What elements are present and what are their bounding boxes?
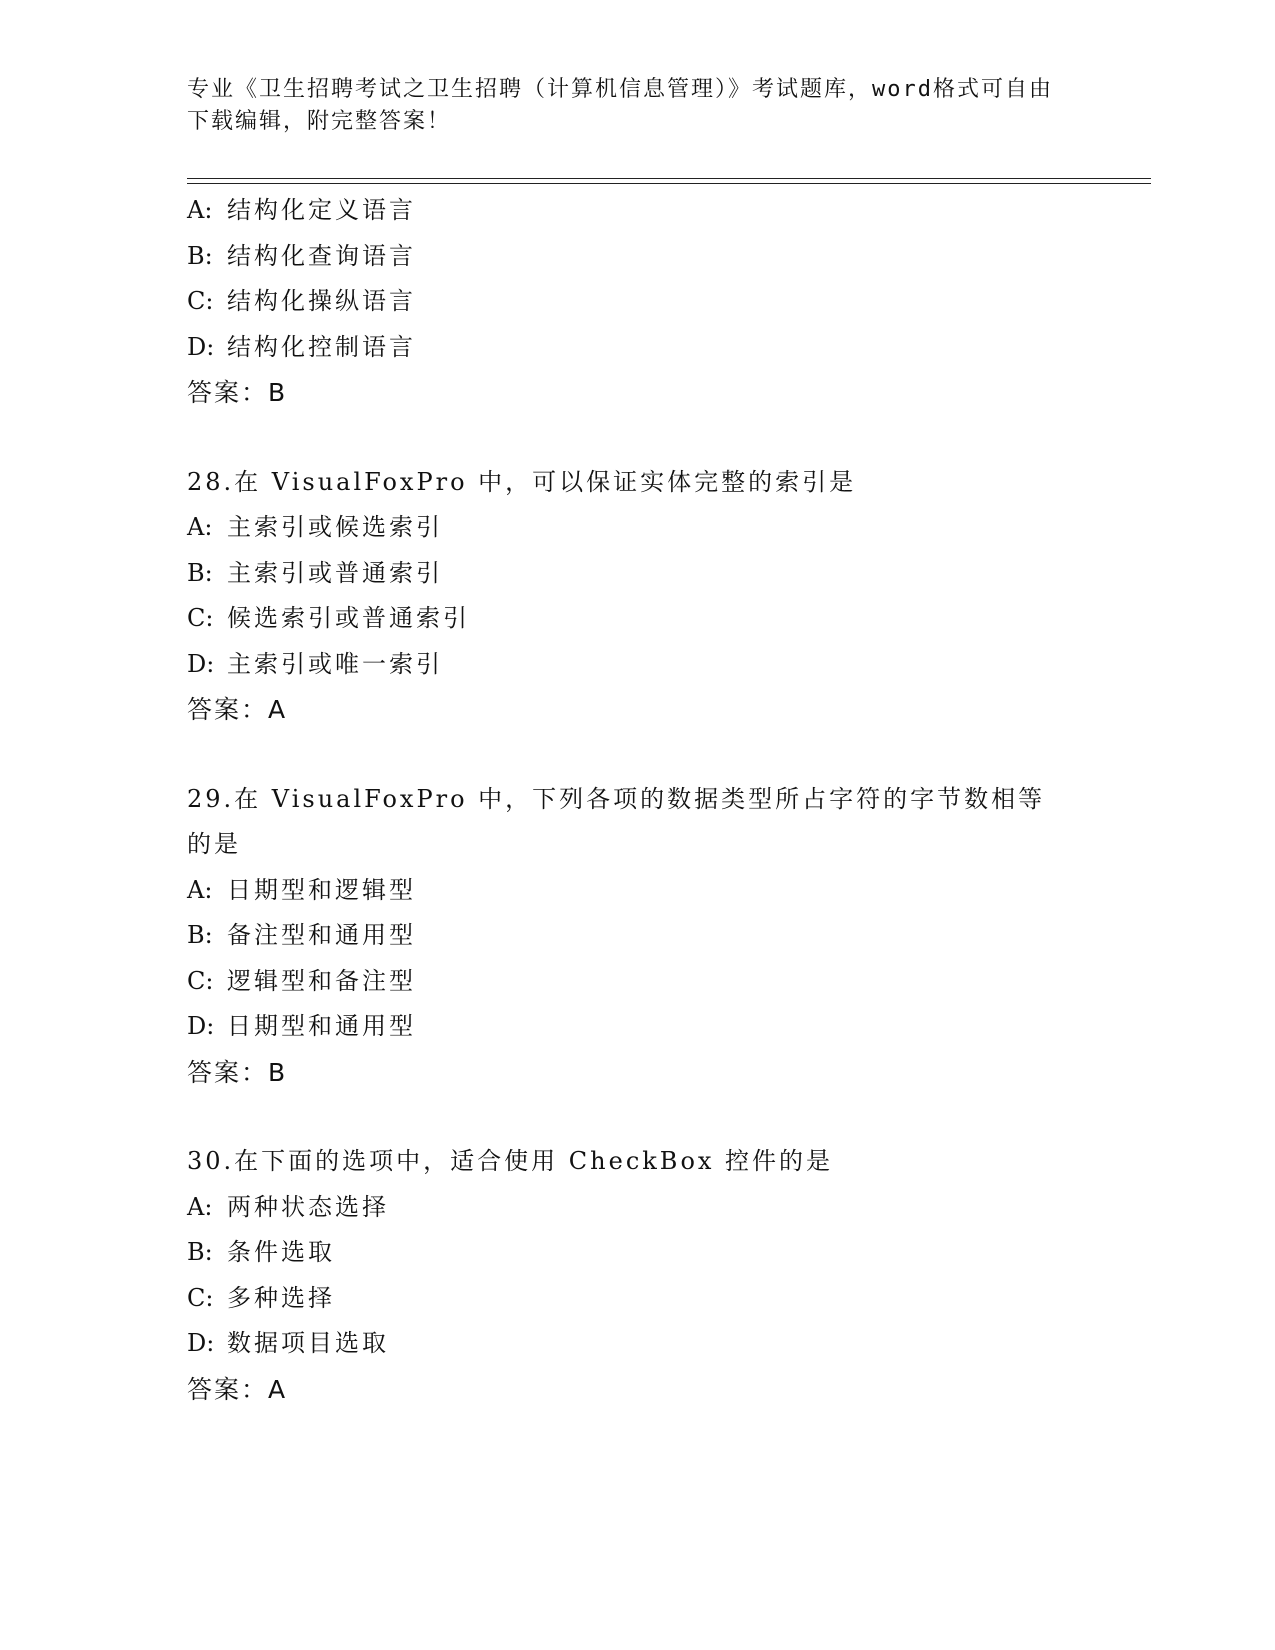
option-b: B: 结构化查询语言 [187, 241, 416, 270]
option-c: C: 多种选择 [187, 1283, 335, 1312]
question-block [187, 460, 1087, 733]
answer: 答案：B [187, 1057, 288, 1087]
document-header: 专业《卫生招聘考试之卫生招聘（计算机信息管理）》考试题库，word格式可自由下载编辑，附完整答案！ [187, 77, 1053, 134]
question-text: 28.在 VisualFoxPro 中，可以保证实体完整的索引是 [187, 467, 857, 496]
option-a: A: 结构化定义语言 [187, 196, 416, 224]
option-a: A: 两种状态选择 [187, 1192, 389, 1221]
option-b: B: 条件选取 [187, 1238, 335, 1266]
question-block [187, 777, 1087, 1096]
question-list [187, 188, 1087, 1412]
question-block [187, 188, 1087, 416]
option-b: B: 备注型和通用型 [187, 921, 416, 949]
option-d: D: 主索引或唯一索引 [187, 649, 443, 678]
option-a: A: 主索引或候选索引 [187, 513, 443, 541]
option-d: D: 日期型和通用型 [187, 1012, 416, 1040]
answer: 答案：A [187, 695, 288, 724]
header-divider-bottom [187, 183, 1151, 184]
option-c: C: 结构化操纵语言 [187, 287, 416, 315]
option-a: A: 日期型和逻辑型 [187, 875, 416, 904]
option-c: C: 候选索引或普通索引 [187, 604, 470, 632]
option-d: D: 结构化控制语言 [187, 332, 416, 361]
answer: 答案：B [187, 378, 288, 407]
header-divider-top [187, 178, 1151, 179]
question-block [187, 1139, 1087, 1412]
question-text: 30.在下面的选项中，适合使用 CheckBox 控件的是 [187, 1147, 834, 1175]
option-d: D: 数据项目选取 [187, 1329, 389, 1357]
answer: 答案：A [187, 1374, 288, 1404]
question-text: 29.在 VisualFoxPro 中，下列各项的数据类型所占字符的字节数相等的是 [187, 784, 1046, 858]
option-b: B: 主索引或普通索引 [187, 558, 443, 587]
option-c: C: 逻辑型和备注型 [187, 966, 416, 995]
